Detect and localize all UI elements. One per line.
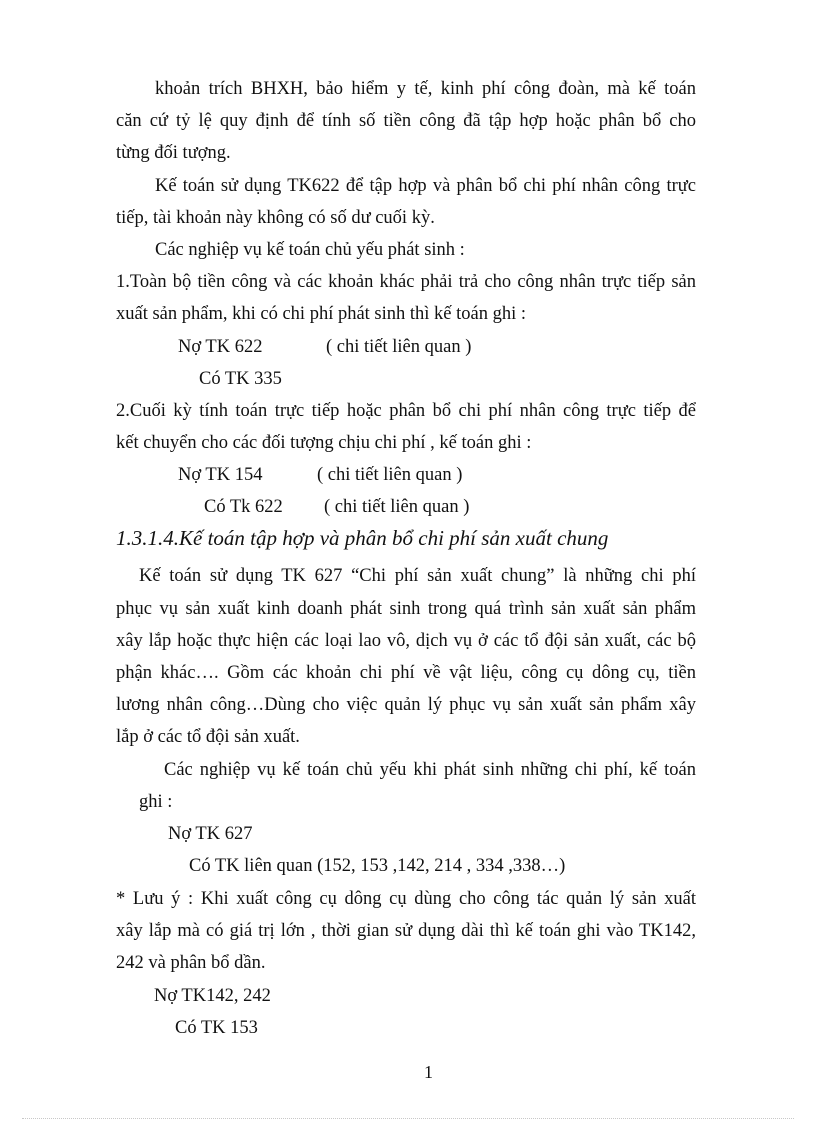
paragraph-line: lương nhân công…Dùng cho việc quản lý phục vụ sản xuất sản phẩm xây [116, 695, 696, 715]
entry-note: ( chi tiết liên quan ) [317, 465, 463, 485]
paragraph-line: Kế toán sử dụng TK622 để tập hợp và phân bổ chi phí nhân công trực [155, 176, 696, 196]
paragraph-line: từng đối tượng. [116, 143, 231, 163]
paragraph-line: xây lắp hoặc thực hiện các loại lao vô, dịch vụ ở các tổ đội sản xuất, các bộ [116, 631, 696, 651]
paragraph-line: căn cứ tỷ lệ quy định để tính số tiền công đã tập hợp hoặc phân bổ cho [116, 111, 696, 131]
note-line: 242 và phân bổ dần. [116, 953, 266, 973]
credit-entry: Có TK 153 [175, 1018, 258, 1038]
credit-entry: Có Tk 622 [204, 497, 283, 517]
paragraph-line: kết chuyển cho các đối tượng chịu chi phí , kế toán ghi : [116, 433, 532, 453]
paragraph-line: phận khác…. Gồm các khoản chi phí về vật liệu, công cụ dông cụ, tiền [116, 663, 696, 683]
paragraph-line: phục vụ sản xuất kinh doanh phát sinh trong quá trình sản xuất sản phẩm [116, 599, 696, 619]
paragraph-line: ghi : [139, 792, 173, 812]
paragraph-line: Các nghiệp vụ kế toán chủ yếu phát sinh : [155, 240, 465, 260]
paragraph-line: 1.Toàn bộ tiền công và các khoản khác phải trả cho công nhân trực tiếp sản [116, 272, 696, 292]
note-line: xây lắp mà có giá trị lớn , thời gian sử dụng dài thì kế toán ghi vào TK142, [116, 921, 696, 941]
paragraph-line: Kế toán sử dụng TK 627 “Chi phí sản xuất chung” là những chi phí [139, 566, 696, 586]
entry-note: ( chi tiết liên quan ) [326, 337, 472, 357]
section-heading: 1.3.1.4.Kế toán tập hợp và phân bổ chi phí sản xuất chung [116, 526, 609, 550]
debit-entry: Nợ TK 622 [178, 337, 263, 357]
paragraph-line: xuất sản phẩm, khi có chi phí phát sinh thì kế toán ghi : [116, 304, 527, 324]
debit-entry: Nợ TK 627 [168, 824, 253, 844]
paragraph-line: tiếp, tài khoản này không có số dư cuối kỳ. [116, 208, 435, 228]
entry-note: ( chi tiết liên quan ) [324, 497, 470, 517]
note-line: * Lưu ý : Khi xuất công cụ dông cụ dùng cho công tác quản lý sản xuất [116, 889, 696, 909]
credit-entry: Có TK 335 [199, 369, 282, 389]
paragraph-line: 2.Cuối kỳ tính toán trực tiếp hoặc phân bổ chi phí nhân công trực tiếp để [116, 401, 696, 421]
page-number: 1 [424, 1062, 433, 1082]
paragraph-line: khoản trích BHXH, bảo hiểm y tế, kinh phí công đoàn, mà kế toán [155, 79, 696, 99]
paragraph-line: Các nghiệp vụ kế toán chủ yếu khi phát sinh những chi phí, kế toán [164, 760, 696, 780]
page-footer-divider [22, 1118, 794, 1119]
credit-entry: Có TK liên quan (152, 153 ,142, 214 , 334 ,338…) [189, 856, 566, 876]
debit-entry: Nợ TK 154 [178, 465, 263, 485]
debit-entry: Nợ TK142, 242 [154, 986, 271, 1006]
paragraph-line: lắp ở các tổ đội sản xuất. [116, 727, 300, 747]
